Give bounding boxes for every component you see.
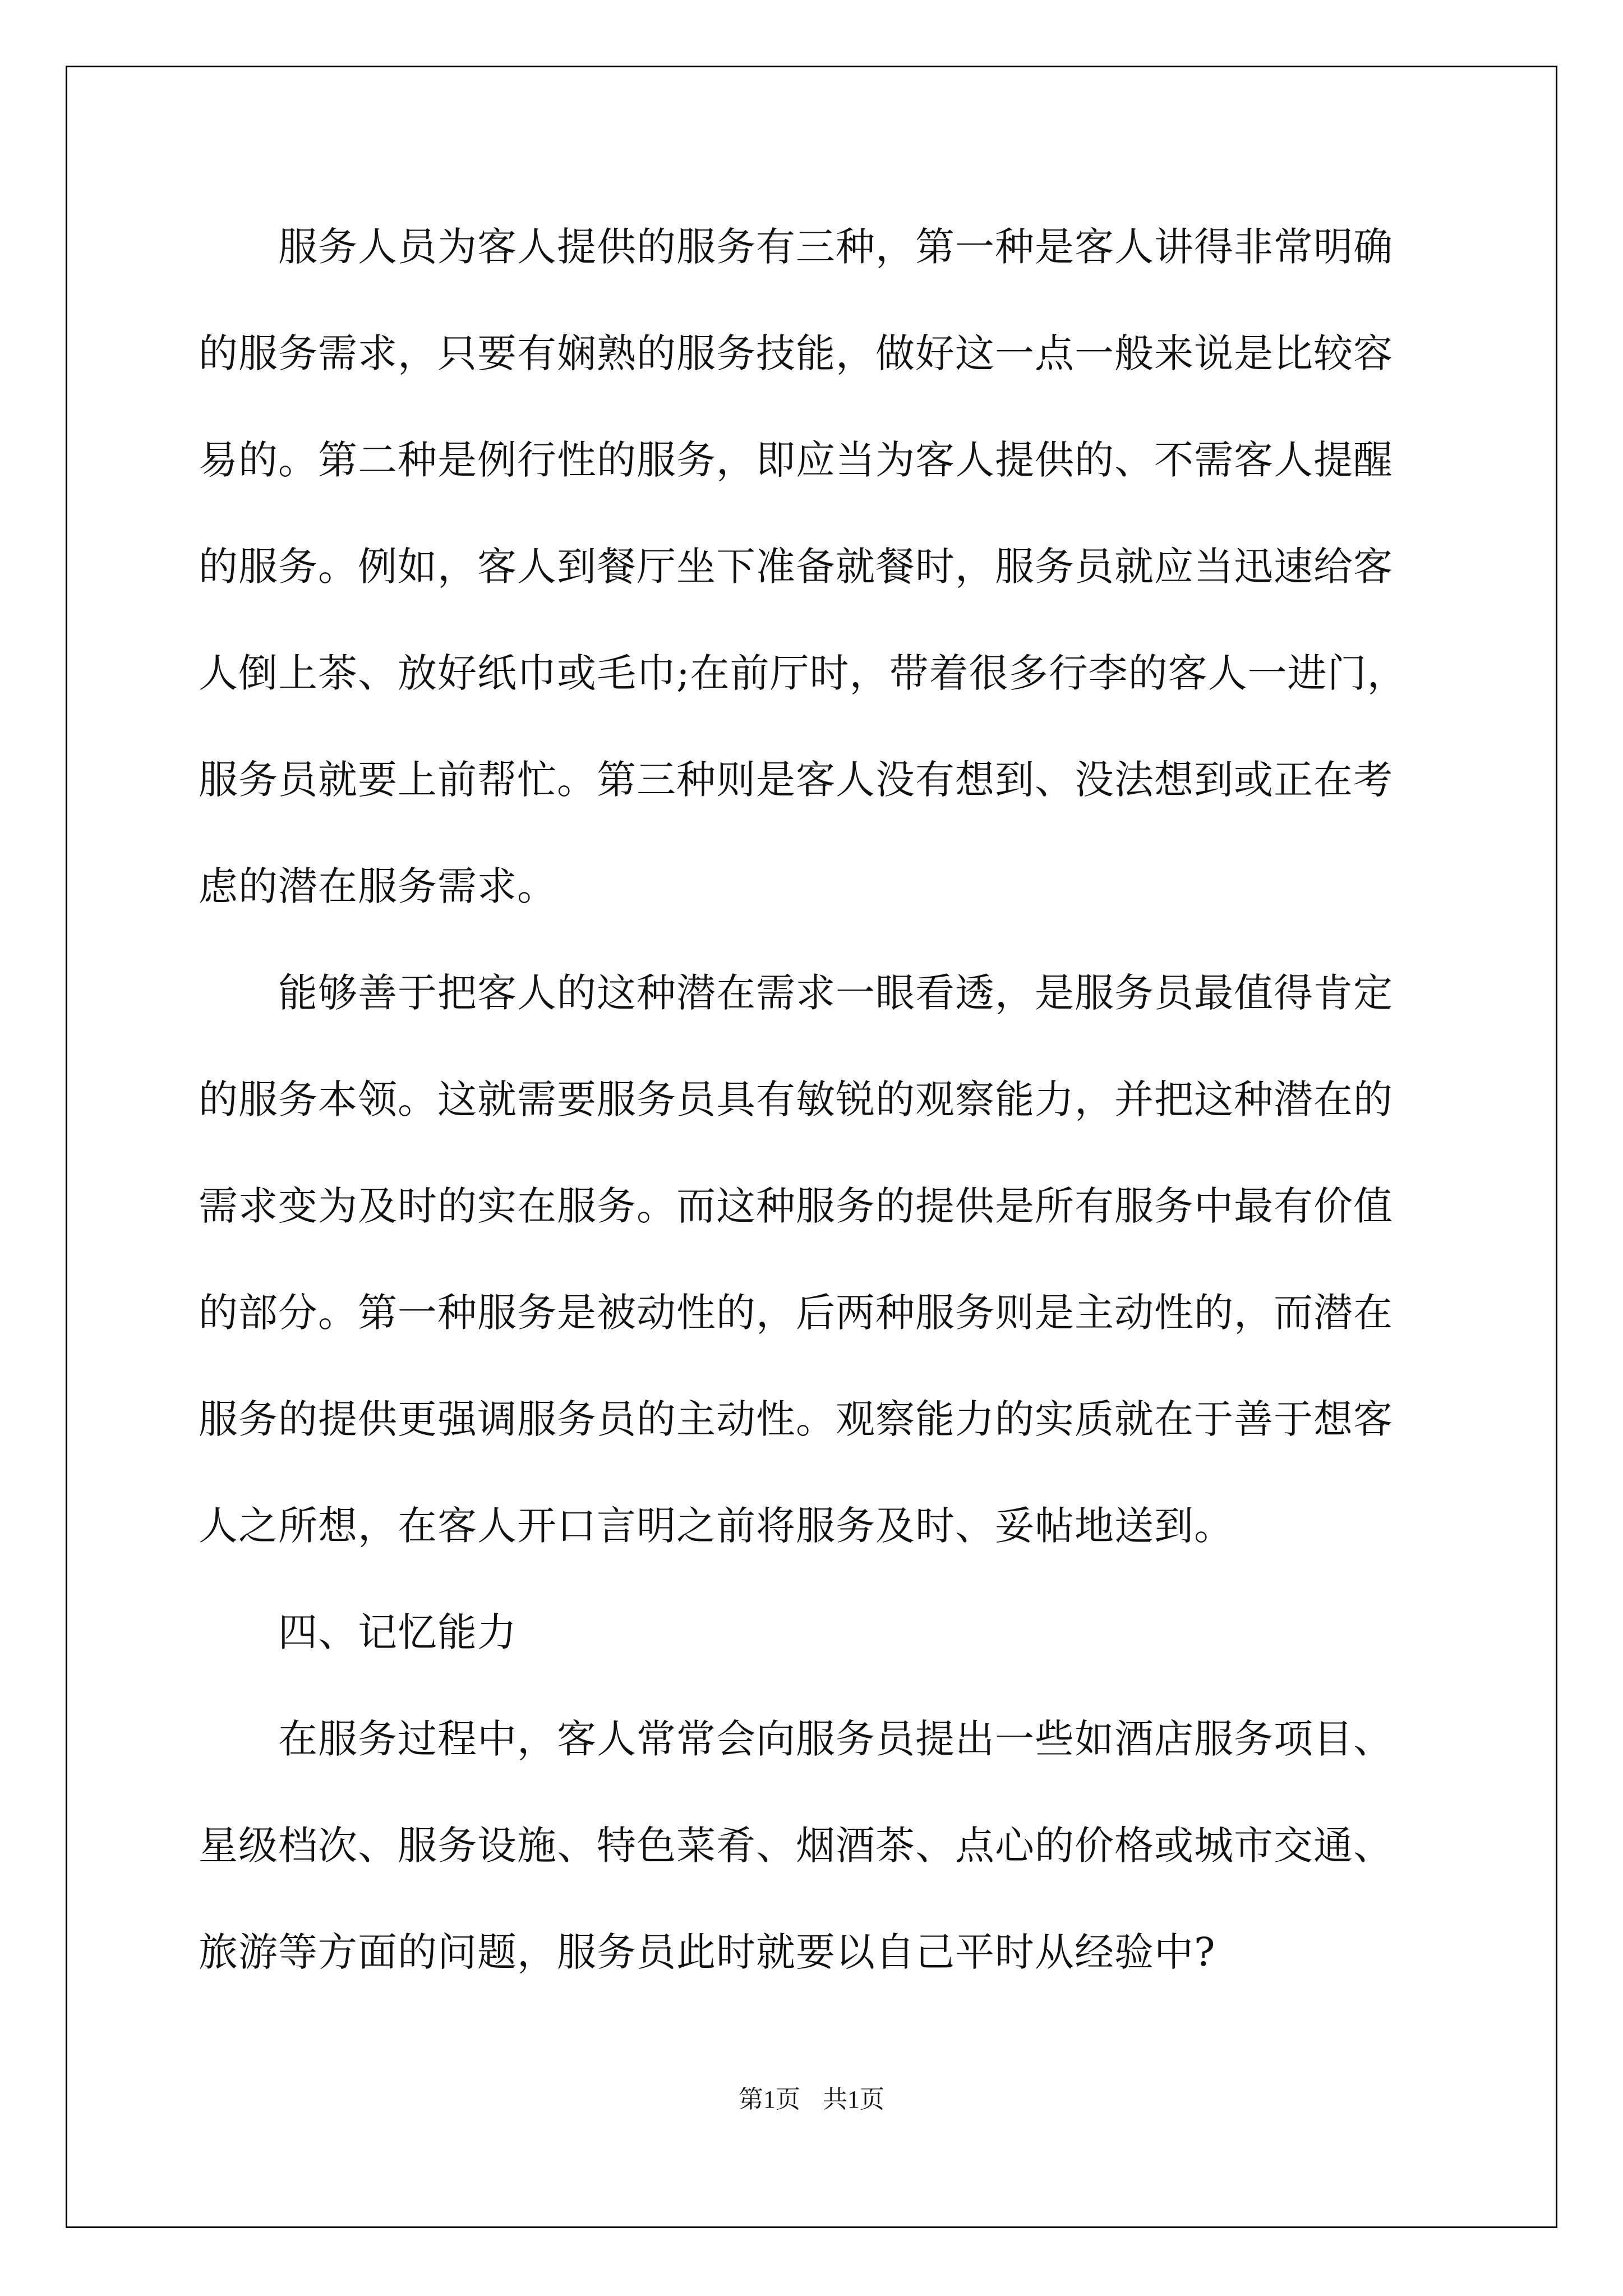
- page-number: 第1页: [739, 2086, 800, 2113]
- document-body: [199, 216, 1432, 2028]
- text-line: 星级档次、服务设施、特色菜肴、烟酒茶、点心的价格或城市交通、: [199, 1823, 1393, 1869]
- text-line: 旅游等方面的问题，服务员此时就要以自己平时从经验中?: [199, 1929, 1216, 1975]
- text-line: 虑的潜在服务需求。: [199, 863, 557, 909]
- text-line: 易的。第二种是例行性的服务，即应当为客人提供的、不需客人提醒: [199, 437, 1393, 483]
- text-line: 服务人员为客人提供的服务有三种，第一种是客人讲得非常明确: [199, 224, 1393, 270]
- text-line: 的部分。第一种服务是被动性的，后两种服务则是主动性的，而潜在: [199, 1290, 1393, 1336]
- text-line: 在服务过程中，客人常常会向服务员提出一些如酒店服务项目、: [199, 1716, 1393, 1762]
- text-line: 的服务本领。这就需要服务员具有敏锐的观察能力，并把这种潜在的: [199, 1076, 1393, 1122]
- section-heading: 四、记忆能力: [199, 1609, 517, 1655]
- text-line: 人之所想，在客人开口言明之前将服务及时、妥帖地送到。: [199, 1503, 1234, 1549]
- page-footer: [0, 2083, 1623, 2116]
- text-line: 服务的提供更强调服务员的主动性。观察能力的实质就在于善于想客: [199, 1396, 1393, 1442]
- text-line: 服务员就要上前帮忙。第三种则是客人没有想到、没法想到或正在考: [199, 757, 1393, 803]
- text-line: 的服务需求，只要有娴熟的服务技能，做好这一点一般来说是比较容: [199, 330, 1393, 376]
- text-line: 需求变为及时的实在服务。而这种服务的提供是所有服务中最有价值: [199, 1183, 1393, 1229]
- text-line: 人倒上茶、放好纸巾或毛巾;在前厅时，带着很多行李的客人一进门，: [199, 650, 1407, 696]
- text-line: 的服务。例如，客人到餐厅坐下准备就餐时，服务员就应当迅速给客: [199, 544, 1393, 590]
- text-line: 能够善于把客人的这种潜在需求一眼看透，是服务员最值得肯定: [199, 970, 1393, 1016]
- page-total: 共1页: [823, 2086, 884, 2113]
